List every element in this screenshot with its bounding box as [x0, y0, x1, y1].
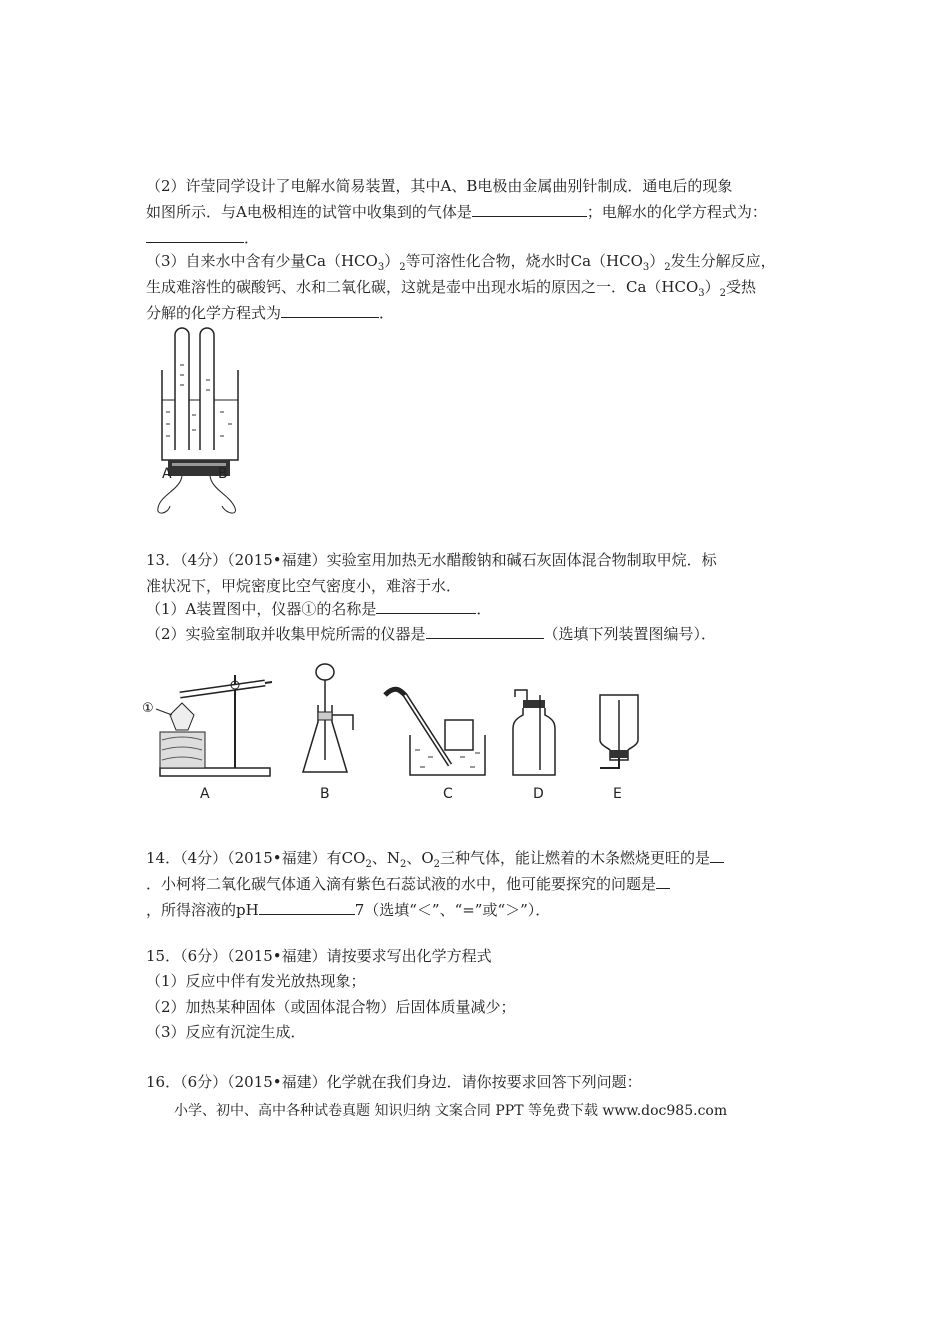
- answer-blank: [472, 201, 587, 217]
- electrolysis-apparatus-figure: [140, 320, 260, 520]
- q13-line2: 准状况下，甲烷密度比空气密度小，难溶于水．: [146, 577, 462, 595]
- q16-line1: 16．（6分）（2015•福建）化学就在我们身边．请你按要求回答下列问题：: [146, 1073, 642, 1091]
- circled-one-label: ①: [142, 701, 154, 716]
- electrode-label-a: A: [162, 466, 172, 482]
- apparatus-label-b: B: [320, 786, 330, 802]
- apparatus-a-figure: [140, 660, 275, 780]
- apparatus-b-figure: [295, 660, 360, 780]
- q13-line1: 13．（4分）（2015•福建）实验室用加热无水醋酸钠和碱石灰固体混合物制取甲烷．标: [146, 551, 717, 569]
- q15-line1: 15．（6分）（2015•福建）请按要求写出化学方程式: [146, 947, 492, 965]
- q12-part2-line1: （2）许莹同学设计了电解水简易装置，其中A、B电极由金属曲别针制成．通电后的现象: [146, 177, 733, 195]
- q15-line2: （1）反应中伴有发光放热现象；: [146, 972, 366, 990]
- q12-part2-line2: 如图所示．与A电极相连的试管中收集到的气体是 ；电解水的化学方程式为：: [146, 203, 767, 221]
- apparatus-c-figure: [380, 685, 490, 780]
- apparatus-label-a: A: [200, 786, 210, 802]
- answer-blank: [281, 302, 379, 318]
- electrode-label-b: B: [218, 466, 228, 482]
- q12-part3-line2: 生成难溶性的碳酸钙、水和二氧化碳，这就是壶中出现水垢的原因之一．$Ca(HCO_3)_2$受热: [146, 278, 757, 299]
- q13-line4: （2）实验室制取并收集甲烷所需的仪器是 （选填下列装置图编号）．: [146, 625, 717, 643]
- answer-blank: [376, 598, 476, 614]
- q14-line2: ．小柯将二氧化碳气体通入滴有紫色石蕊试液的水中，他可能要探究的问题是: [146, 873, 670, 895]
- q13-line3: （1）A装置图中，仪器①的名称是 ．: [146, 600, 492, 618]
- answer-blank: [656, 873, 670, 889]
- answer-blank: [710, 847, 724, 863]
- apparatus-label-d: D: [533, 786, 544, 802]
- apparatus-label-c: C: [443, 786, 453, 802]
- q15-line3: （2）加热某种固体（或固体混合物）后固体质量减少；: [146, 998, 516, 1016]
- q12-part3-line1: （3）自来水中含有少量$Ca(HCO_3)_2$等可溶性化合物，烧水时$Ca(HCO_3)_2$发生分解反应，: [146, 252, 776, 273]
- apparatus-label-e: E: [613, 786, 622, 802]
- q14-line3: ，所得溶液的pH 7（选填“＜”、“=”或“＞”）．: [146, 901, 551, 919]
- apparatus-e-figure: [590, 690, 650, 780]
- answer-blank: [426, 623, 544, 639]
- q15-line4: （3）反应有沉淀生成．: [146, 1023, 306, 1041]
- answer-blank: [146, 227, 244, 243]
- page-footer: 小学、初中、高中各种试卷真题 知识归纳 文案合同 PPT 等免费下载 www.doc985.com: [174, 1103, 728, 1119]
- q14-line1: 14．（4分）（2015•福建）有$CO_2$、$N_2$、$O_2$三种气体，能让燃着的木条燃烧更旺的是: [146, 847, 724, 876]
- q12-part2-line3: ．: [146, 227, 259, 249]
- apparatus-d-figure: [505, 685, 565, 780]
- q12-part3-line3: 分解的化学方程式为 ．: [146, 304, 395, 322]
- answer-blank: [259, 899, 355, 915]
